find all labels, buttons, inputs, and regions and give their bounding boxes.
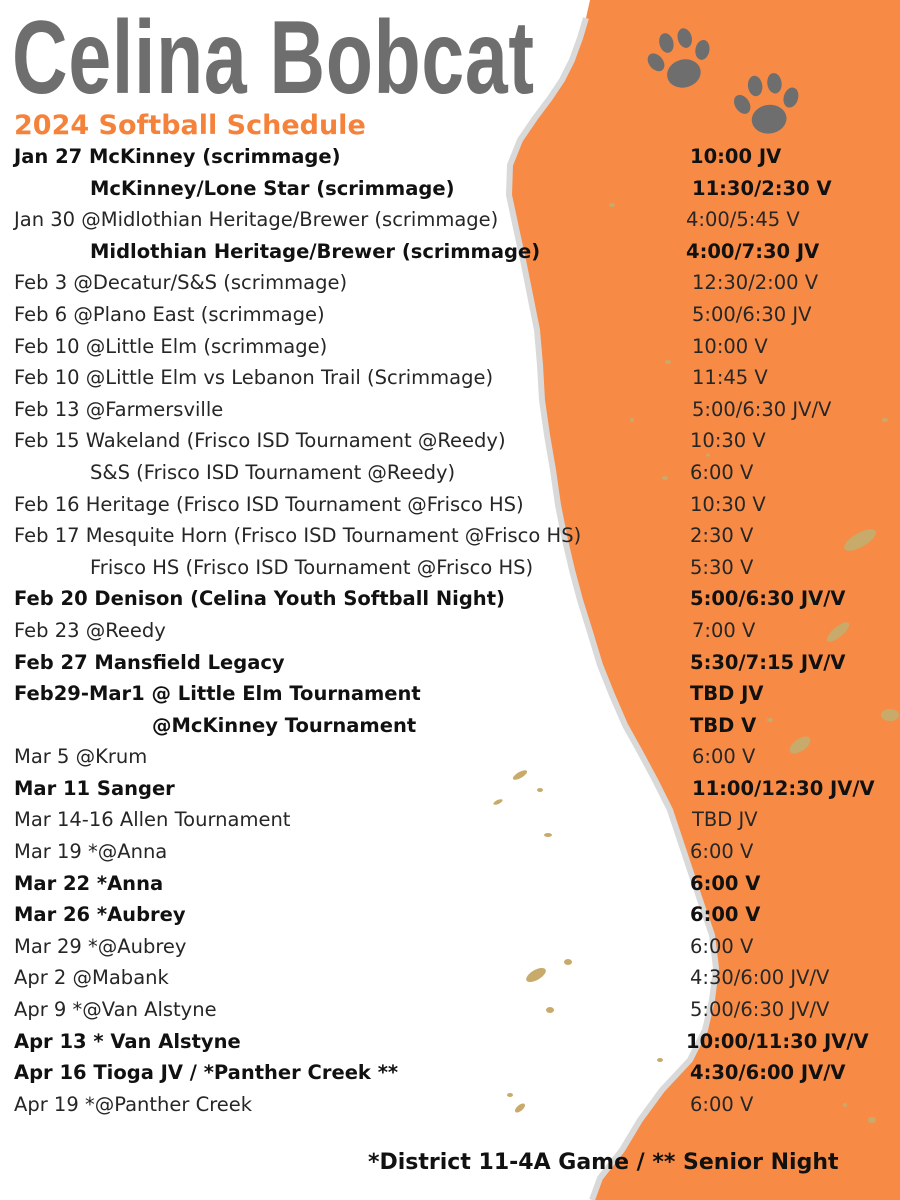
schedule-row bbox=[0, 710, 900, 742]
schedule-row bbox=[0, 868, 900, 900]
game-time: 4:30/6:00 JV/V bbox=[690, 966, 830, 990]
page-title: Celina Bobcat bbox=[12, 0, 535, 116]
game-time: TBD JV bbox=[690, 682, 764, 706]
schedule-row bbox=[0, 394, 900, 426]
schedule-row bbox=[0, 489, 900, 521]
game-opponent: Feb 23 @Reedy bbox=[14, 618, 166, 642]
game-time: 5:00/6:30 JV/V bbox=[690, 587, 846, 611]
paw-print-icon bbox=[726, 68, 808, 140]
game-time: 5:30 V bbox=[690, 555, 754, 579]
game-opponent: Apr 19 *@Panther Creek bbox=[14, 1092, 253, 1116]
game-opponent: Feb29-Mar1 @ Little Elm Tournament bbox=[14, 682, 421, 706]
game-time: 5:00/6:30 JV bbox=[692, 302, 812, 326]
game-time: 6:00 V bbox=[690, 903, 761, 927]
game-time: 5:30/7:15 JV/V bbox=[690, 650, 846, 674]
game-time: 10:30 V bbox=[690, 492, 766, 516]
game-time: 4:30/6:00 JV/V bbox=[690, 1061, 846, 1085]
game-time: TBD V bbox=[690, 713, 757, 737]
schedule-row bbox=[0, 741, 900, 773]
schedule-row bbox=[0, 1089, 900, 1121]
schedule-row bbox=[0, 204, 900, 236]
schedule-row bbox=[0, 236, 900, 268]
game-opponent: Feb 15 Wakeland (Frisco ISD Tournament @Reedy) bbox=[14, 429, 506, 453]
game-time: 7:00 V bbox=[692, 618, 756, 642]
schedule-row bbox=[0, 804, 900, 836]
game-time: 5:00/6:30 JV/V bbox=[690, 998, 830, 1022]
schedule-row bbox=[0, 362, 900, 394]
game-opponent: Jan 27 McKinney (scrimmage) bbox=[14, 145, 341, 168]
game-time: 4:00/5:45 V bbox=[686, 208, 800, 232]
schedule-list bbox=[0, 141, 900, 1120]
game-time: 5:00/6:30 JV/V bbox=[692, 397, 832, 421]
game-opponent: Feb 13 @Farmersville bbox=[14, 397, 224, 421]
game-time: 10:00 JV bbox=[690, 145, 782, 168]
schedule-row bbox=[0, 583, 900, 615]
game-opponent: Frisco HS (Frisco ISD Tournament @Frisco HS) bbox=[90, 555, 534, 579]
schedule-row bbox=[0, 1026, 900, 1058]
schedule-row bbox=[0, 425, 900, 457]
schedule-row bbox=[0, 836, 900, 868]
game-time: 12:30/2:00 V bbox=[692, 271, 819, 295]
game-opponent: Jan 30 @Midlothian Heritage/Brewer (scrimmage) bbox=[14, 208, 499, 232]
game-opponent: Mar 22 *Anna bbox=[14, 871, 164, 895]
schedule-row bbox=[0, 615, 900, 647]
game-time: 6:00 V bbox=[690, 460, 754, 484]
schedule-row bbox=[0, 457, 900, 489]
schedule-row bbox=[0, 267, 900, 299]
game-time: 6:00 V bbox=[690, 934, 754, 958]
schedule-row bbox=[0, 994, 900, 1026]
schedule-row bbox=[0, 173, 900, 205]
schedule-row bbox=[0, 931, 900, 963]
game-opponent: Apr 2 @Mabank bbox=[14, 966, 169, 990]
game-opponent: Mar 14-16 Allen Tournament bbox=[14, 808, 291, 832]
game-time: 6:00 V bbox=[690, 871, 761, 895]
schedule-row bbox=[0, 1057, 900, 1089]
game-opponent: Feb 3 @Decatur/S&S (scrimmage) bbox=[14, 271, 348, 295]
game-opponent: Feb 10 @Little Elm (scrimmage) bbox=[14, 334, 328, 358]
schedule-row bbox=[0, 552, 900, 584]
page-subtitle: 2024 Softball Schedule bbox=[14, 110, 366, 141]
footer-legend: *District 11-4A Game / ** Senior Night bbox=[368, 1150, 839, 1175]
game-opponent: Mar 26 *Aubrey bbox=[14, 903, 186, 927]
game-time: 4:00/7:30 JV bbox=[686, 239, 820, 263]
game-time: 6:00 V bbox=[692, 745, 756, 769]
game-opponent: Feb 6 @Plano East (scrimmage) bbox=[14, 302, 325, 326]
schedule-row bbox=[0, 141, 900, 173]
game-time: 6:00 V bbox=[690, 1092, 754, 1116]
game-time: 2:30 V bbox=[690, 524, 754, 548]
game-opponent: Mar 5 @Krum bbox=[14, 745, 148, 769]
game-opponent: Feb 10 @Little Elm vs Lebanon Trail (Scrimmage) bbox=[14, 366, 494, 390]
game-opponent: S&S (Frisco ISD Tournament @Reedy) bbox=[90, 460, 456, 484]
schedule-row bbox=[0, 962, 900, 994]
game-opponent: Mar 19 *@Anna bbox=[14, 840, 168, 864]
schedule-row bbox=[0, 331, 900, 363]
game-opponent: Feb 17 Mesquite Horn (Frisco ISD Tournament @Frisco HS) bbox=[14, 524, 582, 548]
game-time: 11:30/2:30 V bbox=[692, 176, 832, 200]
schedule-row bbox=[0, 520, 900, 552]
game-time: 10:30 V bbox=[690, 429, 766, 453]
schedule-row bbox=[0, 899, 900, 931]
game-opponent: Midlothian Heritage/Brewer (scrimmage) bbox=[90, 239, 541, 263]
game-time: 10:00/11:30 JV/V bbox=[686, 1029, 869, 1053]
game-opponent: Apr 13 * Van Alstyne bbox=[14, 1029, 241, 1053]
schedule-row bbox=[0, 299, 900, 331]
game-time: 11:00/12:30 JV/V bbox=[692, 776, 875, 800]
game-opponent: Apr 9 *@Van Alstyne bbox=[14, 998, 217, 1022]
game-opponent: @McKinney Tournament bbox=[152, 713, 417, 737]
game-opponent: Feb 16 Heritage (Frisco ISD Tournament @Frisco HS) bbox=[14, 492, 524, 516]
game-time: 10:00 V bbox=[692, 334, 768, 358]
schedule-row bbox=[0, 678, 900, 710]
schedule-row bbox=[0, 647, 900, 679]
game-opponent: McKinney/Lone Star (scrimmage) bbox=[90, 176, 455, 200]
game-opponent: Mar 29 *@Aubrey bbox=[14, 934, 187, 958]
game-time: 6:00 V bbox=[690, 840, 754, 864]
paw-print-icon bbox=[640, 24, 720, 94]
game-opponent: Feb 20 Denison (Celina Youth Softball Night) bbox=[14, 587, 505, 611]
game-opponent: Mar 11 Sanger bbox=[14, 776, 175, 800]
game-opponent: Apr 16 Tioga JV / *Panther Creek ** bbox=[14, 1061, 399, 1085]
game-time: 11:45 V bbox=[692, 366, 768, 390]
game-opponent: Feb 27 Mansfield Legacy bbox=[14, 650, 285, 674]
game-time: TBD JV bbox=[692, 808, 758, 832]
schedule-row bbox=[0, 773, 900, 805]
